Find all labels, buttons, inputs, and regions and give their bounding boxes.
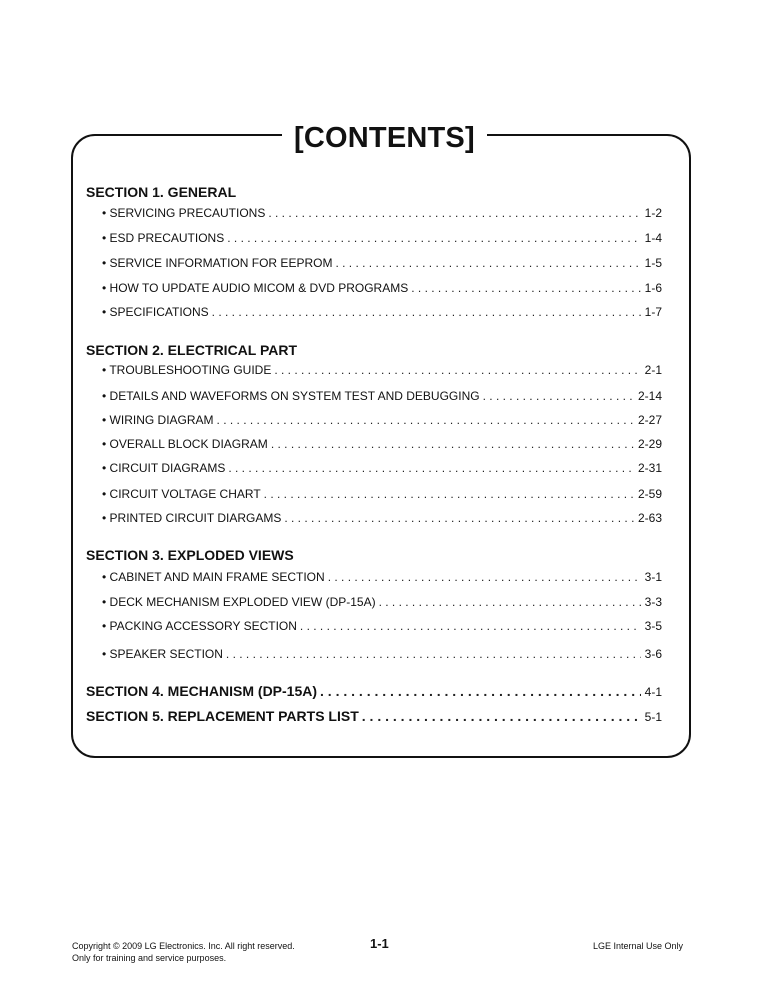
dot-leader xyxy=(359,708,641,724)
toc-entry[interactable] xyxy=(102,231,662,245)
dot-leader xyxy=(325,570,641,584)
section-heading: SECTION 3. EXPLODED VIEWS xyxy=(86,547,294,563)
toc-entry-label: SECTION 4. MECHANISM (DP-15A) xyxy=(86,683,318,699)
toc-entry-label: • OVERALL BLOCK DIAGRAM xyxy=(102,437,268,451)
toc-entry-page: 2-29 xyxy=(637,437,662,451)
toc-entry-label: • SPECIFICATIONS xyxy=(102,305,209,319)
dot-leader xyxy=(268,437,634,451)
toc-entry-label: • ESD PRECAUTIONS xyxy=(102,231,225,245)
page-number: 1-1 xyxy=(370,936,389,951)
toc-entry[interactable] xyxy=(102,487,662,501)
toc-entry-label: • SERVICE INFORMATION FOR EEPROM xyxy=(102,256,333,270)
dot-leader xyxy=(261,487,634,501)
section-heading: SECTION 1. GENERAL xyxy=(86,184,237,200)
section-heading: SECTION 2. ELECTRICAL PART xyxy=(86,342,298,358)
internal-use-text: LGE Internal Use Only xyxy=(593,941,684,951)
toc-entry-page: 3-3 xyxy=(644,595,662,609)
toc-entry-page: 2-1 xyxy=(644,363,662,377)
dot-leader xyxy=(223,647,641,661)
toc-entry-label: • PACKING ACCESSORY SECTION xyxy=(102,619,297,633)
toc-entry[interactable] xyxy=(102,256,662,270)
toc-entry[interactable] xyxy=(102,595,662,609)
toc-entry-label: • PRINTED CIRCUIT DIARGAMS xyxy=(102,511,282,525)
toc-entry[interactable] xyxy=(102,363,662,377)
toc-entry-page: 3-6 xyxy=(644,647,662,661)
toc-entry-label: • SERVICING PRECAUTIONS xyxy=(102,206,266,220)
page-title: [CONTENTS] xyxy=(282,118,487,158)
toc-entry-page: 4-1 xyxy=(644,685,662,699)
dot-leader xyxy=(214,413,634,427)
toc-entry-page: 2-59 xyxy=(637,487,662,501)
toc-entry-label: • CIRCUIT VOLTAGE CHART xyxy=(102,487,261,501)
toc-entry[interactable] xyxy=(102,413,662,427)
toc-entry-label: SECTION 5. REPLACEMENT PARTS LIST xyxy=(86,708,359,724)
toc-entry-page: 5-1 xyxy=(644,710,662,724)
toc-entry-page: 1-5 xyxy=(644,256,662,270)
toc-entry-page: 2-31 xyxy=(637,461,662,475)
toc-entry[interactable] xyxy=(102,281,662,295)
toc-entry[interactable] xyxy=(102,206,662,220)
toc-entry-label: • TROUBLESHOOTING GUIDE xyxy=(102,363,272,377)
dot-leader xyxy=(281,511,634,525)
dot-leader xyxy=(376,595,641,609)
toc-entry-page: 2-63 xyxy=(637,511,662,525)
training-text: Only for training and service purposes. xyxy=(72,953,227,963)
toc-entry-label: • CIRCUIT DIAGRAMS xyxy=(102,461,226,475)
toc-entry[interactable] xyxy=(102,647,662,661)
toc-entry[interactable] xyxy=(102,305,662,319)
toc-entry-page: 3-1 xyxy=(644,570,662,584)
dot-leader xyxy=(332,256,640,270)
toc-entry-page: 1-7 xyxy=(644,305,662,319)
toc-entry-label: • DETAILS AND WAVEFORMS ON SYSTEM TEST AND DEBUGGING xyxy=(102,389,480,403)
toc-entry[interactable] xyxy=(102,389,662,403)
toc-entry-page: 2-27 xyxy=(637,413,662,427)
dot-leader xyxy=(271,363,640,377)
toc-entry-label: • DECK MECHANISM EXPLODED VIEW (DP-15A) xyxy=(102,595,376,609)
dot-leader xyxy=(317,683,641,699)
toc-entry[interactable] xyxy=(102,511,662,525)
footer-left xyxy=(72,940,295,964)
toc-entry-label: • WIRING DIAGRAM xyxy=(102,413,214,427)
dot-leader xyxy=(209,305,641,319)
toc-entry[interactable] xyxy=(102,570,662,584)
dot-leader xyxy=(408,281,640,295)
toc-entry-label: • HOW TO UPDATE AUDIO MICOM & DVD PROGRAMS xyxy=(102,281,409,295)
toc-entry-page: 1-2 xyxy=(644,206,662,220)
toc-entry-page: 1-4 xyxy=(644,231,662,245)
toc-entry[interactable] xyxy=(102,461,662,475)
toc-entry[interactable] xyxy=(102,437,662,451)
dot-leader xyxy=(297,619,641,633)
toc-entry-page: 1-6 xyxy=(644,281,662,295)
dot-leader xyxy=(224,231,640,245)
copyright-text: Copyright © 2009 LG Electronics. Inc. All right reserved. xyxy=(72,941,295,951)
toc-entry[interactable] xyxy=(102,619,662,633)
dot-leader xyxy=(225,461,634,475)
dot-leader xyxy=(265,206,640,220)
toc-section-entry[interactable] xyxy=(86,683,662,699)
toc-entry-page: 2-14 xyxy=(637,389,662,403)
toc-entry-page: 3-5 xyxy=(644,619,662,633)
toc-section-entry[interactable] xyxy=(86,708,662,724)
toc-entry-label: • CABINET AND MAIN FRAME SECTION xyxy=(102,570,325,584)
dot-leader xyxy=(480,389,634,403)
toc-entry-label: • SPEAKER SECTION xyxy=(102,647,223,661)
